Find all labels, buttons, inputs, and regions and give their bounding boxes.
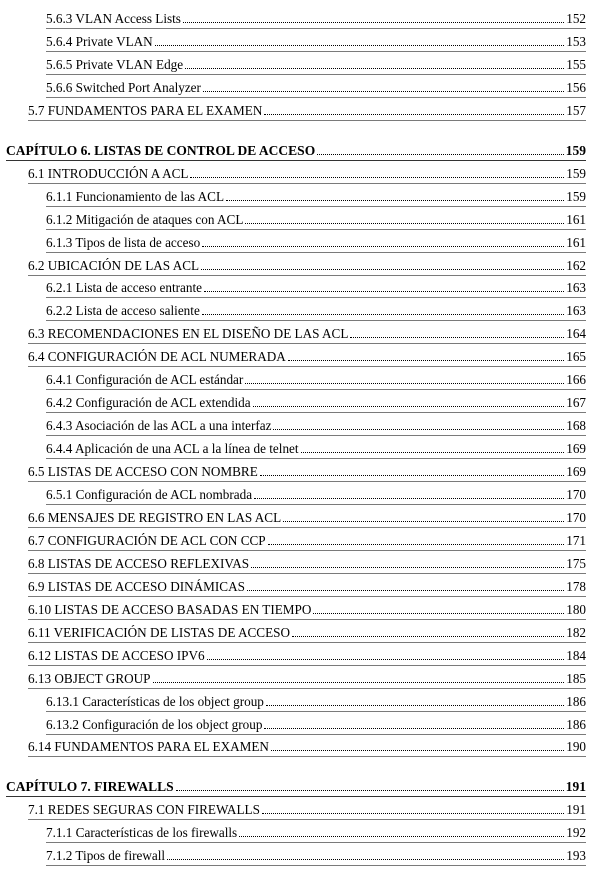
row-separator-line (28, 596, 586, 597)
row-separator-line (46, 297, 586, 298)
row-separator-line (28, 120, 586, 121)
toc-entry-page-number: 190 (566, 739, 586, 755)
row-separator-line (46, 51, 586, 52)
toc-entry-page-number: 186 (566, 693, 586, 709)
toc-entry-page-number: 166 (566, 372, 586, 388)
toc-entry-page-number: 178 (566, 578, 586, 594)
toc-entry-title: 6.9 LISTAS DE ACCESO DINÁMICAS (28, 578, 245, 594)
row-separator-line (28, 665, 586, 666)
toc-entry-section (28, 736, 586, 754)
toc-entry-title: 6.1.3 Tipos de lista de acceso (46, 234, 201, 250)
dot-leader (264, 114, 564, 115)
toc-entry-subsection (46, 691, 586, 709)
dot-leader (202, 246, 564, 247)
toc-entry-page-number: 170 (566, 487, 586, 502)
toc-entry-title: 6.11 VERIFICACIÓN DE LISTAS DE ACCESO (28, 624, 290, 640)
toc-entry-subsection (46, 54, 586, 72)
toc-entry-page-number: 167 (566, 395, 586, 411)
dot-leader (190, 177, 564, 178)
row-separator-line (6, 796, 586, 797)
toc-entry-title: 6.6 MENSAJES DE REGISTRO EN LAS ACL (28, 509, 282, 525)
toc-entry-page-number: 153 (566, 33, 586, 49)
toc-entry-subsection (46, 438, 586, 456)
dot-leader (183, 22, 564, 23)
toc-entry-title: 7.1 REDES SEGURAS CON FIREWALLS (28, 802, 260, 818)
dot-leader (202, 314, 564, 315)
toc-entry-page-number: 163 (566, 280, 586, 296)
toc-entry-title: 6.2 UBICACIÓN DE LAS ACL (28, 257, 200, 273)
toc-entry-section (28, 323, 586, 341)
dot-leader (273, 429, 564, 430)
toc-entry-title: 6.8 LISTAS DE ACCESO REFLEXIVAS (28, 555, 250, 571)
dot-leader (292, 636, 564, 637)
toc-entry-page-number: 163 (566, 303, 586, 319)
dot-leader (253, 406, 565, 407)
toc-entry-page-number: 165 (566, 349, 586, 365)
toc-entry-title: 5.7 FUNDAMENTOS PARA EL EXAMEN (28, 102, 263, 118)
toc-entry-title: 5.6.5 Private VLAN Edge (46, 56, 184, 72)
toc-entry-page-number: 170 (566, 509, 586, 525)
toc-entry-title: CAPÍTULO 6. LISTAS DE CONTROL DE ACCESO (6, 142, 316, 158)
row-separator-line (46, 252, 586, 253)
row-separator-line (46, 389, 586, 390)
toc-entry-title: 6.4.2 Configuración de ACL extendida (46, 395, 251, 411)
toc-entry-title: 6.10 LISTAS DE ACCESO BASADAS EN TIEMPO (28, 601, 312, 617)
dot-leader (266, 705, 564, 706)
row-separator-line (28, 619, 586, 620)
toc-entry-page-number: 157 (566, 102, 586, 118)
row-separator-line (28, 756, 586, 757)
toc-entry-title: CAPÍTULO 7. FIREWALLS (6, 779, 174, 795)
row-separator-line (28, 819, 586, 820)
toc-entry-title: 7.1.2 Tipos de firewall (46, 848, 166, 864)
toc-entry-page-number: 164 (566, 326, 586, 342)
toc-entry-title: 5.6.6 Switched Port Analyzer (46, 79, 201, 95)
toc-entry-subsection (46, 186, 586, 204)
row-separator-line (6, 160, 586, 161)
dot-leader (155, 45, 565, 46)
toc-entry-title: 6.2.1 Lista de acceso entrante (46, 280, 202, 296)
toc-entry-subsection (46, 484, 586, 502)
toc-entry-page-number: 162 (566, 257, 586, 273)
toc-entry-subsection (46, 415, 586, 433)
toc-entry-subsection (46, 277, 586, 295)
dot-leader (239, 836, 564, 837)
toc-entry-page-number: 175 (566, 555, 586, 571)
toc-entry-section (28, 255, 586, 273)
toc-entry-title: 6.14 FUNDAMENTOS PARA EL EXAMEN (28, 739, 269, 755)
toc-entry-section (28, 645, 586, 663)
toc-entry-subsection (46, 822, 586, 840)
toc-entry-chapter (6, 140, 586, 158)
toc-entry-subsection (46, 232, 586, 250)
dot-leader (271, 750, 564, 751)
dot-leader (247, 590, 564, 591)
toc-entry-page-number: 168 (566, 418, 586, 434)
toc-entry-title: 6.12 LISTAS DE ACCESO IPV6 (28, 647, 205, 663)
row-separator-line (46, 412, 586, 413)
toc-entry-title: 6.13 OBJECT GROUP (28, 670, 151, 686)
toc-entry-title: 6.7 CONFIGURACIÓN DE ACL CON CCP (28, 532, 266, 548)
toc-entry-section (28, 163, 586, 181)
toc-entry-page-number: 156 (566, 79, 586, 95)
toc-entry-subsection (46, 8, 586, 26)
toc-entry-title: 6.4.3 Asociación de las ACL a una interfaz (46, 418, 272, 434)
toc-entry-chapter (6, 776, 586, 794)
dot-leader (254, 498, 564, 499)
dot-leader (317, 154, 564, 155)
toc-entry-subsection (46, 77, 586, 95)
dot-leader (153, 682, 565, 683)
toc-entry-title: 6.2.2 Lista de acceso saliente (46, 303, 200, 319)
row-separator-line (28, 527, 586, 528)
toc-entry-title: 6.13.2 Configuración de los object group (46, 716, 263, 732)
row-separator-line (46, 97, 586, 98)
toc-entry-title: 6.4.1 Configuración de ACL estándar (46, 372, 244, 388)
toc-entry-page-number: 159 (565, 142, 586, 158)
row-separator-line (46, 865, 586, 866)
toc-entry-title: 6.3 RECOMENDACIONES EN EL DISEÑO DE LAS ACL (28, 326, 349, 342)
toc-entry-subsection (46, 369, 586, 387)
row-separator-line (46, 711, 586, 712)
dot-leader (262, 813, 564, 814)
toc-entry-page-number: 191 (566, 802, 586, 818)
toc-entry-page-number: 161 (566, 211, 586, 227)
dot-leader (245, 383, 564, 384)
toc-entry-section (28, 599, 586, 617)
row-separator-line (46, 504, 586, 505)
toc-entry-section (28, 507, 586, 525)
dot-leader (260, 475, 564, 476)
toc-entry-title: 6.4 CONFIGURACIÓN DE ACL NUMERADA (28, 349, 286, 365)
toc-entry-section (28, 530, 586, 548)
toc-entry-page-number: 184 (566, 647, 586, 663)
toc-entry-title: 6.4.4 Aplicación de una ACL a la línea de telnet (46, 441, 299, 457)
toc-entry-title: 6.1 INTRODUCCIÓN A ACL (28, 165, 189, 181)
toc-entry-page-number: 182 (566, 624, 586, 640)
toc-entry-page-number: 171 (566, 532, 586, 548)
toc-entry-page-number: 159 (566, 188, 586, 204)
toc-entry-title: 5.6.4 Private VLAN (46, 33, 153, 49)
toc-entry-title: 6.13.1 Características de los object group (46, 693, 264, 709)
toc-entry-page-number: 152 (566, 11, 586, 26)
row-separator-line (28, 343, 586, 344)
row-separator-line (46, 229, 586, 230)
toc-entry-subsection (46, 845, 586, 863)
row-separator-line (28, 183, 586, 184)
row-separator-line (46, 458, 586, 459)
dot-leader (283, 521, 564, 522)
toc-entry-page-number: 161 (566, 234, 586, 250)
toc-entry-page-number: 191 (565, 779, 586, 795)
toc-entry-page-number: 186 (566, 716, 586, 732)
toc-entry-title: 6.5.1 Configuración de ACL nombrada (46, 487, 253, 502)
dot-leader (201, 269, 564, 270)
row-separator-line (28, 550, 586, 551)
row-separator-line (46, 435, 586, 436)
dot-leader (167, 859, 564, 860)
dot-leader (301, 452, 565, 453)
dot-leader (264, 728, 564, 729)
dot-leader (185, 68, 564, 69)
toc-entry-page-number: 180 (566, 601, 586, 617)
row-separator-line (46, 734, 586, 735)
dot-leader (176, 790, 564, 791)
toc-entry-subsection (46, 714, 586, 732)
dot-leader (203, 91, 564, 92)
row-separator-line (28, 642, 586, 643)
toc-entry-subsection (46, 31, 586, 49)
toc-entry-section (28, 553, 586, 571)
toc-entry-title: 6.1.1 Funcionamiento de las ACL (46, 188, 225, 204)
row-separator-line (28, 366, 586, 367)
toc-entry-subsection (46, 392, 586, 410)
toc-entry-page-number: 185 (566, 670, 586, 686)
toc-entry-page-number: 169 (566, 464, 586, 480)
toc-entry-section (28, 799, 586, 817)
row-separator-line (46, 206, 586, 207)
row-separator-line (28, 481, 586, 482)
toc-entry-section (28, 100, 586, 118)
dot-leader (288, 360, 564, 361)
row-separator-line (28, 275, 586, 276)
toc-entry-title: 7.1.1 Características de los firewalls (46, 825, 238, 841)
toc-entry-page-number: 193 (566, 848, 586, 864)
toc-entry-page-number: 169 (566, 441, 586, 457)
row-separator-line (28, 573, 586, 574)
toc-entry-section (28, 622, 586, 640)
toc-entry-section (28, 346, 586, 364)
toc-entry-subsection (46, 209, 586, 227)
toc-entry-page-number: 159 (566, 165, 586, 181)
toc-entry-subsection (46, 300, 586, 318)
dot-leader (313, 613, 564, 614)
toc-entry-page-number: 192 (566, 825, 586, 841)
dot-leader (207, 659, 565, 660)
toc-entry-title: 5.6.3 VLAN Access Lists (46, 11, 181, 26)
dot-leader (350, 337, 564, 338)
toc-entry-title: 6.1.2 Mitigación de ataques con ACL (46, 211, 244, 227)
dot-leader (251, 567, 564, 568)
row-separator-line (46, 320, 586, 321)
dot-leader (268, 544, 565, 545)
dot-leader (204, 291, 564, 292)
row-separator-line (28, 688, 586, 689)
toc-entry-section (28, 461, 586, 479)
toc-entry-section (28, 576, 586, 594)
toc-entry-section (28, 668, 586, 686)
dot-leader (245, 223, 564, 224)
toc-entry-title: 6.5 LISTAS DE ACCESO CON NOMBRE (28, 464, 258, 480)
row-separator-line (46, 28, 586, 29)
dot-leader (226, 200, 564, 201)
row-separator-line (46, 842, 586, 843)
row-separator-line (46, 74, 586, 75)
toc-entry-page-number: 155 (566, 56, 586, 72)
